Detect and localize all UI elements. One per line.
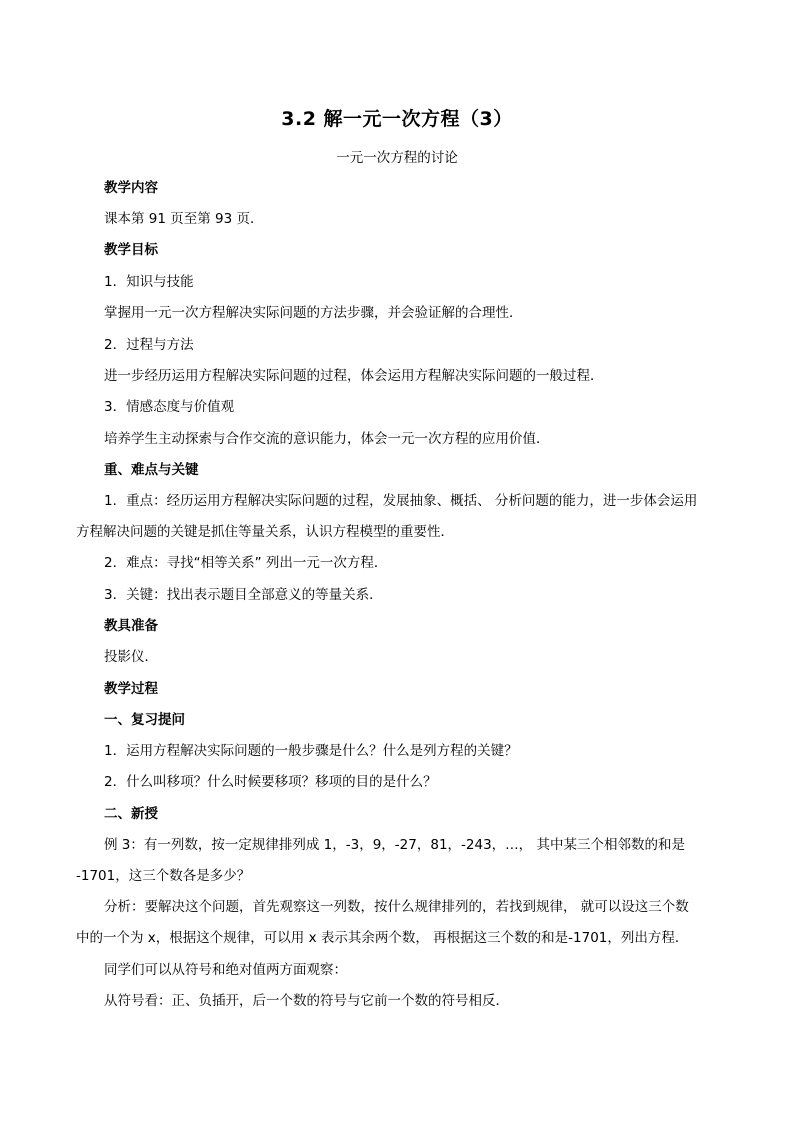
- paragraph-key-point-1b: 方程解决问题的关键是抓住等量关系，认识方程模型的重要性．: [76, 524, 454, 540]
- observation-sign: 从符号看：正、负插开，后一个数的符号与它前一个数的符号相反．: [104, 993, 509, 1009]
- paragraph-textbook-pages: 课本第 91 页至第 93 页．: [104, 211, 264, 227]
- paragraph-process-method: 进一步经历运用方程解决实际问题的过程，体会运用方程解决实际问题的一般过程．: [104, 368, 604, 384]
- document-subtitle: 一元一次方程的讨论: [336, 150, 458, 166]
- heading-teaching-tools: 教具准备: [104, 618, 158, 634]
- paragraph-knowledge-skills: 掌握用一元一次方程解决实际问题的方法步骤，并会验证解的合理性．: [104, 305, 523, 321]
- analysis-line-2: 中的一个为 x，根据这个规律，可以用 x 表示其余两个数， 再根据这三个数的和是-1701，列出方程．: [76, 930, 689, 946]
- heading-teaching-goals: 教学目标: [104, 242, 158, 258]
- example-3-line-1: 例 3：有一列数，按一定规律排列成 1，-3，9，-27，81，-243，…， 其中某三个相邻数的和是: [104, 837, 685, 853]
- heading-teaching-process: 教学过程: [104, 681, 158, 697]
- heading-key-points: 重、难点与关键: [104, 462, 199, 478]
- goal-attitude-values: 3．情感态度与价值观: [104, 399, 235, 415]
- analysis-line-1: 分析：要解决这个问题，首先观察这一列数，按什么规律排列的，若找到规律， 就可以设这三个数: [104, 899, 689, 915]
- heading-review-questions: 一、复习提问: [104, 712, 185, 728]
- paragraph-key: 3．关键：找出表示题目全部意义的等量关系．: [104, 587, 383, 603]
- question-1: 1．运用方程解决实际问题的一般步骤是什么？什么是列方程的关键？: [104, 743, 518, 759]
- goal-process-method: 2．过程与方法: [104, 337, 194, 353]
- heading-teaching-content: 教学内容: [104, 180, 158, 196]
- example-3-line-2: -1701，这三个数各是多少？: [76, 868, 251, 884]
- paragraph-difficulty: 2．难点：寻找“相等关系” 列出一元一次方程．: [104, 555, 388, 571]
- observation-intro: 同学们可以从符号和绝对值两方面观察：: [104, 962, 347, 978]
- paragraph-key-point-1a: 1．重点：经历运用方程解决实际问题的过程，发展抽象、概括、 分析问题的能力，进一步体会运用: [104, 493, 698, 509]
- paragraph-attitude-values: 培养学生主动探索与合作交流的意识能力，体会一元一次方程的应用价值．: [104, 431, 550, 447]
- question-2: 2．什么叫移项？什么时候要移项？移项的目的是什么？: [104, 774, 437, 790]
- heading-new-lesson: 二、新授: [104, 806, 158, 822]
- goal-knowledge-skills: 1．知识与技能: [104, 274, 194, 290]
- document-title: 3.2 解一元一次方程（3）: [281, 108, 513, 130]
- paragraph-projector: 投影仪．: [104, 649, 158, 665]
